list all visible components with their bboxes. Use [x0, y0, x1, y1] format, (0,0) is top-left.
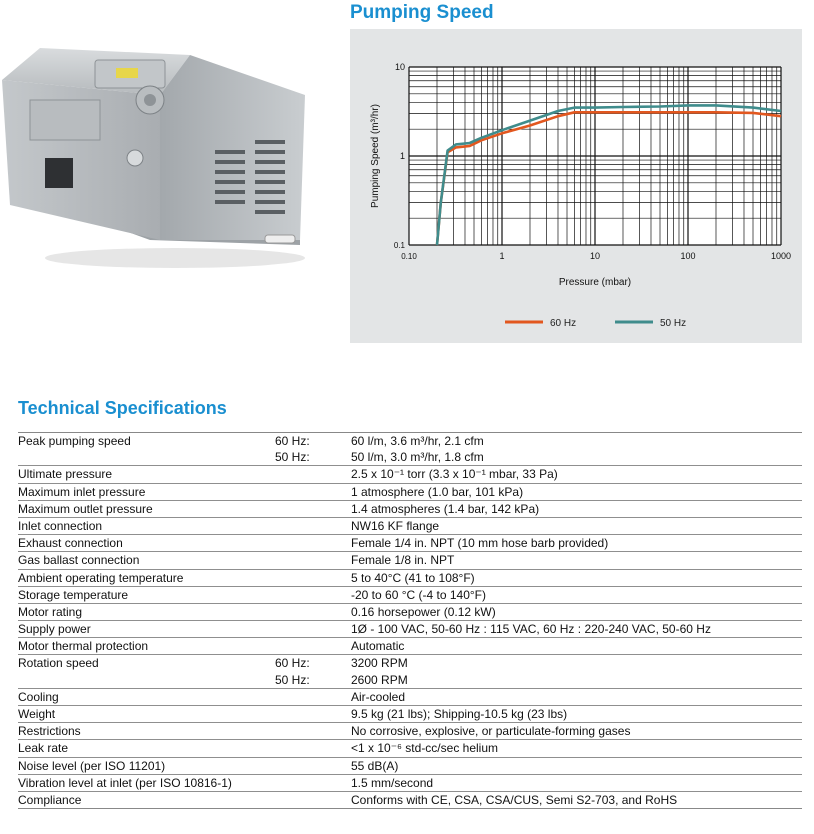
spec-label: Motor thermal protection [18, 639, 149, 654]
spec-label: Gas ballast connection [18, 553, 140, 568]
spec-label: Peak pumping speed [18, 434, 131, 448]
y-tick-label: 0.1 [393, 241, 405, 250]
spec-value: 2600 RPM [351, 672, 408, 687]
spec-value: 2.5 x 10⁻¹ torr (3.3 x 10⁻¹ mbar, 33 Pa) [351, 467, 558, 482]
spec-value: 50 l/m, 3.0 m³/hr, 1.8 cfm [351, 450, 484, 465]
spec-value: Automatic [351, 639, 405, 654]
spec-row [18, 758, 802, 775]
spec-value: 55 dB(A) [351, 758, 399, 773]
spec-value: NW16 KF flange [351, 518, 440, 533]
spec-value: Air-cooled [351, 689, 406, 704]
spec-value: Conforms with CE, CSA, CSA/CUS, Semi S2-703, and RoHS [351, 792, 678, 807]
legend-label: 50 Hz [660, 318, 687, 329]
legend-label: 60 Hz [550, 318, 577, 329]
spec-value: 3200 RPM [351, 656, 408, 671]
spec-label: Maximum outlet pressure [18, 501, 153, 516]
spec-value: 1Ø - 100 VAC, 50-60 Hz : 115 VAC, 60 Hz : 220-240 VAC, 50-60 Hz [351, 622, 711, 637]
spec-sublabel: 50 Hz: [275, 672, 310, 687]
chart-title: Pumping Speed [350, 2, 494, 23]
spec-sublabel: 60 Hz: [275, 434, 310, 448]
spec-label: Restrictions [18, 724, 81, 739]
spec-row [18, 466, 802, 483]
spec-label: Maximum inlet pressure [18, 484, 146, 499]
x-tick-label: 0.10 [401, 252, 417, 261]
spec-row [18, 792, 802, 809]
spec-label: Storage temperature [18, 587, 129, 602]
x-axis-label: Pressure (mbar) [558, 277, 632, 288]
spec-label: Exhaust connection [18, 536, 123, 551]
spec-sublabel: 50 Hz: [275, 450, 310, 465]
spec-row [18, 535, 802, 552]
spec-value: 9.5 kg (21 lbs); Shipping-10.5 kg (23 lbs) [351, 707, 568, 721]
spec-sublabel: 60 Hz: [275, 656, 310, 671]
spec-row [18, 604, 802, 621]
specifications-table [18, 432, 802, 809]
x-tick-label: 100 [680, 251, 696, 261]
spec-value: Female 1/8 in. NPT [351, 553, 455, 568]
y-tick-label: 10 [394, 62, 405, 72]
spec-value: Female 1/4 in. NPT (10 mm hose barb provided) [351, 536, 609, 551]
spec-row [18, 433, 802, 466]
spec-label: Vibration level at inlet (per ISO 10816-1) [18, 775, 232, 790]
spec-value: 1 atmosphere (1.0 bar, 101 kPa) [351, 484, 524, 499]
spec-label: Ultimate pressure [18, 467, 113, 482]
spec-row [18, 518, 802, 535]
spec-row [18, 775, 802, 792]
spec-row [18, 570, 802, 587]
spec-label: Cooling [18, 689, 59, 704]
spec-label: Compliance [18, 792, 82, 807]
y-tick-label: 1 [399, 151, 405, 161]
spec-row [18, 723, 802, 740]
spec-label: Rotation speed [18, 656, 99, 671]
spec-row [18, 587, 802, 604]
spec-label: Leak rate [18, 741, 69, 756]
spec-label: Supply power [18, 622, 91, 637]
spec-row [18, 484, 802, 501]
vacuum-pump-illustration [0, 40, 310, 270]
spec-label: Ambient operating temperature [18, 570, 184, 585]
spec-row [18, 552, 802, 569]
spec-row [18, 501, 802, 518]
y-axis-label: Pumping Speed (m³/hr) [370, 104, 381, 208]
spec-row [18, 740, 802, 757]
spec-value: <1 x 10⁻⁶ std-cc/sec helium [351, 741, 498, 756]
spec-row [18, 621, 802, 638]
spec-row [18, 689, 802, 706]
spec-row [18, 638, 802, 655]
pumping-speed-chart [350, 29, 802, 343]
spec-value: 1.5 mm/second [351, 775, 434, 790]
chart-svg [350, 29, 802, 343]
spec-value: 1.4 atmospheres (1.4 bar, 142 kPa) [351, 501, 540, 516]
spec-row [18, 655, 802, 688]
spec-label: Weight [18, 707, 56, 721]
spec-label: Noise level (per ISO 11201) [18, 758, 166, 773]
spec-label: Motor rating [18, 604, 83, 619]
specs-title: Technical Specifications [18, 398, 227, 418]
spec-value: 5 to 40°C (41 to 108°F) [351, 570, 475, 585]
spec-value: -20 to 60 °C (-4 to 140°F) [351, 587, 486, 602]
spec-row [18, 706, 802, 723]
spec-label: Inlet connection [18, 518, 103, 533]
x-tick-label: 1000 [770, 251, 792, 261]
spec-value: 60 l/m, 3.6 m³/hr, 2.1 cfm [351, 434, 484, 448]
spec-value: No corrosive, explosive, or particulate-forming gases [351, 724, 631, 739]
spec-value: 0.16 horsepower (0.12 kW) [351, 604, 496, 619]
x-tick-label: 1 [499, 251, 505, 261]
x-tick-label: 10 [589, 251, 601, 261]
